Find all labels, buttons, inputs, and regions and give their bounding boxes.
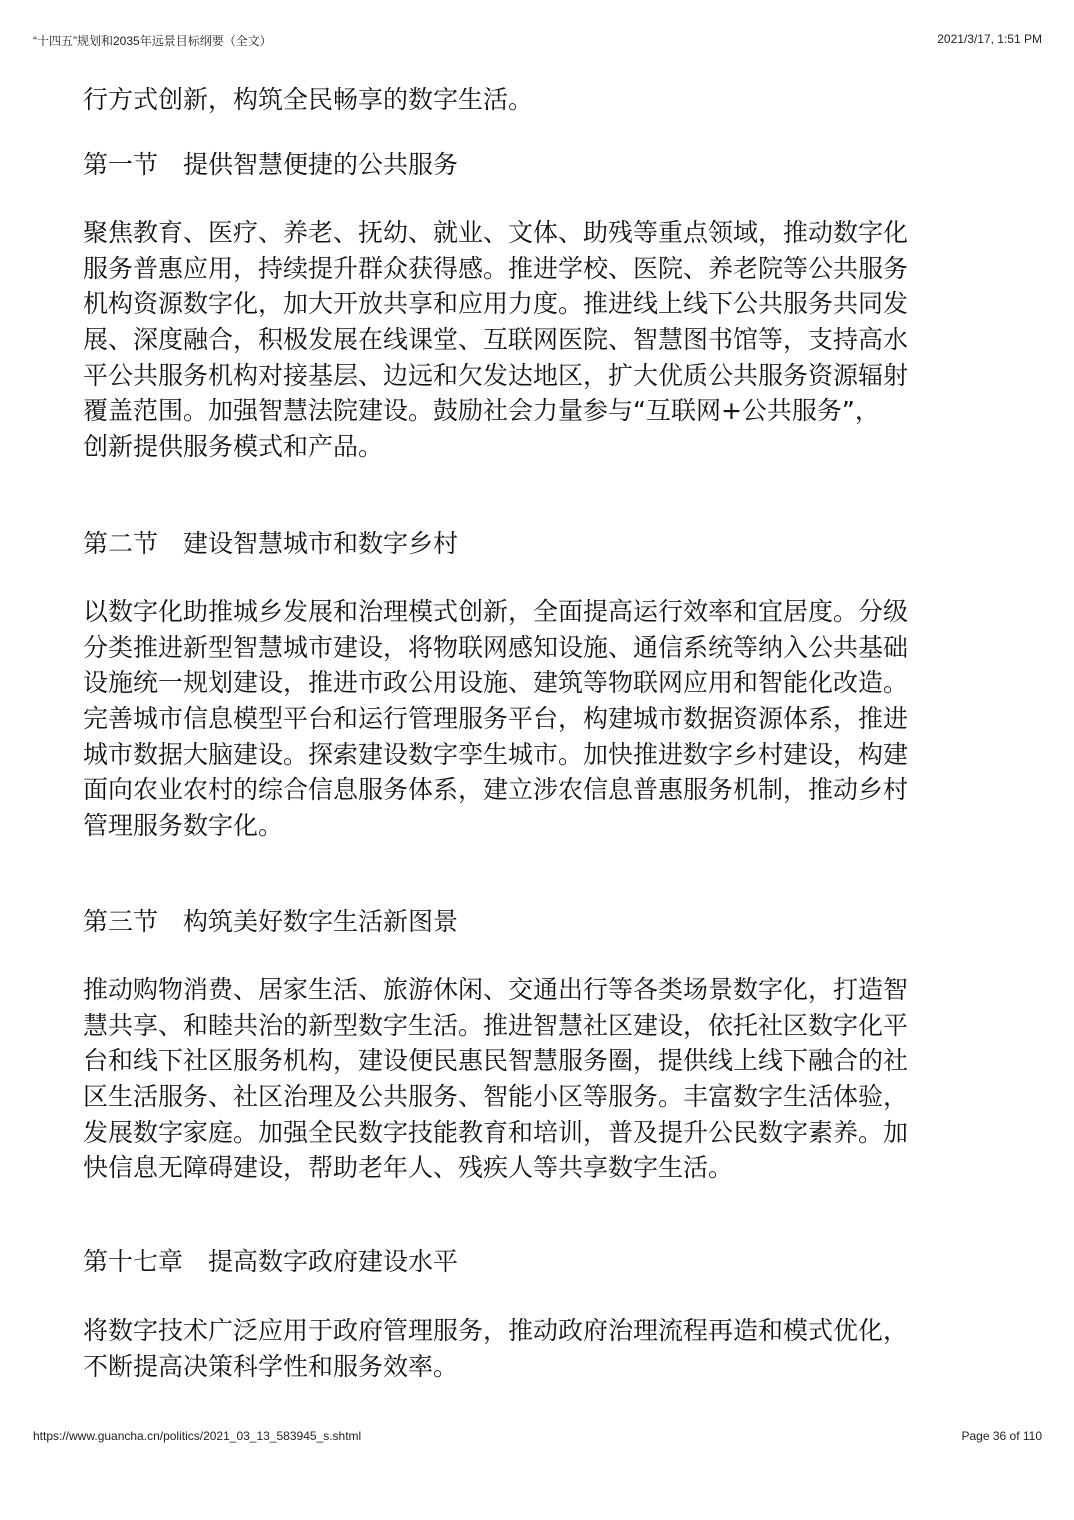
text-line: 城市数据大脑建设。探索建设数字孪生城市。加快推进数字乡村建设，构建 (83, 739, 909, 769)
text-line: 面向农业农村的综合信息服务体系，建立涉农信息普惠服务机制，推动乡村 (83, 775, 909, 805)
page-footer-url: https://www.guancha.cn/politics/2021_03_13_583945_s.shtml (33, 1429, 362, 1443)
text-line: 聚焦教育、医疗、养老、抚幼、就业、文体、助残等重点领域，推动数字化 (83, 218, 909, 247)
chapter-17-paragraph (83, 1313, 1003, 1384)
section-3-heading: 第三节 构筑美好数字生活新图景 (83, 907, 459, 936)
page-header-title: “十四五”规划和2035年远景目标纲要（全文） (33, 34, 272, 48)
text-line: 行方式创新，构筑全民畅享的数字生活。 (83, 85, 534, 114)
text-line: 完善城市信息模型平台和运行管理服务平台，构建城市数据资源体系，推进 (83, 704, 909, 734)
text-line: 区生活服务、社区治理及公共服务、智能小区等服务。丰富数字生活体验， (83, 1082, 909, 1112)
text-line: 快信息无障碍建设，帮助老年人、残疾人等共享数字生活。 (83, 1153, 734, 1183)
chapter-17-heading: 第十七章 提高数字政府建设水平 (83, 1247, 459, 1276)
section-1-paragraph (83, 215, 1003, 465)
text-line: 管理服务数字化。 (83, 811, 284, 841)
text-line: 以数字化助推城乡发展和治理模式创新，全面提高运行效率和宜居度。分级 (83, 597, 909, 626)
text-line: 平公共服务机构对接基层、边远和欠发达地区，扩大优质公共服务资源辐射 (83, 360, 909, 390)
text-line: 不断提高决策科学性和服务效率。 (83, 1351, 459, 1381)
text-line: 机构资源数字化，加大开放共享和应用力度。推进线上线下公共服务共同发 (83, 289, 909, 319)
section-2-heading: 第二节 建设智慧城市和数字乡村 (83, 529, 459, 558)
text-line: 设施统一规划建设，推进市政公用设施、建筑等物联网应用和智能化改造。 (83, 668, 909, 698)
text-line: 推动购物消费、居家生活、旅游休闲、交通出行等各类场景数字化，打造智 (83, 975, 909, 1004)
text-line: 发展数字家庭。加强全民数字技能教育和培训，普及提升公民数字素养。加 (83, 1117, 909, 1147)
text-line: 覆盖范围。加强智慧法院建设。鼓励社会力量参与“互联网+公共服务”， (83, 396, 880, 426)
section-1-heading: 第一节 提供智慧便捷的公共服务 (83, 150, 459, 179)
text-line: 台和线下社区服务机构，建设便民惠民智慧服务圈，提供线上线下融合的社 (83, 1046, 909, 1076)
text-line: 创新提供服务模式和产品。 (83, 432, 384, 462)
page-header-datetime: 2021/3/17, 1:51 PM (937, 32, 1042, 46)
page-footer-page-number: Page 36 of 110 (961, 1429, 1042, 1443)
text-line: 服务普惠应用，持续提升群众获得感。推进学校、医院、养老院等公共服务 (83, 253, 909, 283)
text-line: 慧共享、和睦共治的新型数字生活。推进智慧社区建设，依托社区数字化平 (83, 1010, 909, 1040)
text-line: 将数字技术广泛应用于政府管理服务，推动政府治理流程再造和模式优化， (83, 1316, 909, 1345)
section-2-paragraph (83, 594, 1003, 844)
text-line: 展、深度融合，积极发展在线课堂、互联网医院、智慧图书馆等，支持高水 (83, 325, 909, 355)
intro-paragraph (83, 82, 1003, 118)
text-line: 分类推进新型智慧城市建设，将物联网感知设施、通信系统等纳入公共基础 (83, 632, 909, 662)
section-3-paragraph (83, 972, 1003, 1186)
